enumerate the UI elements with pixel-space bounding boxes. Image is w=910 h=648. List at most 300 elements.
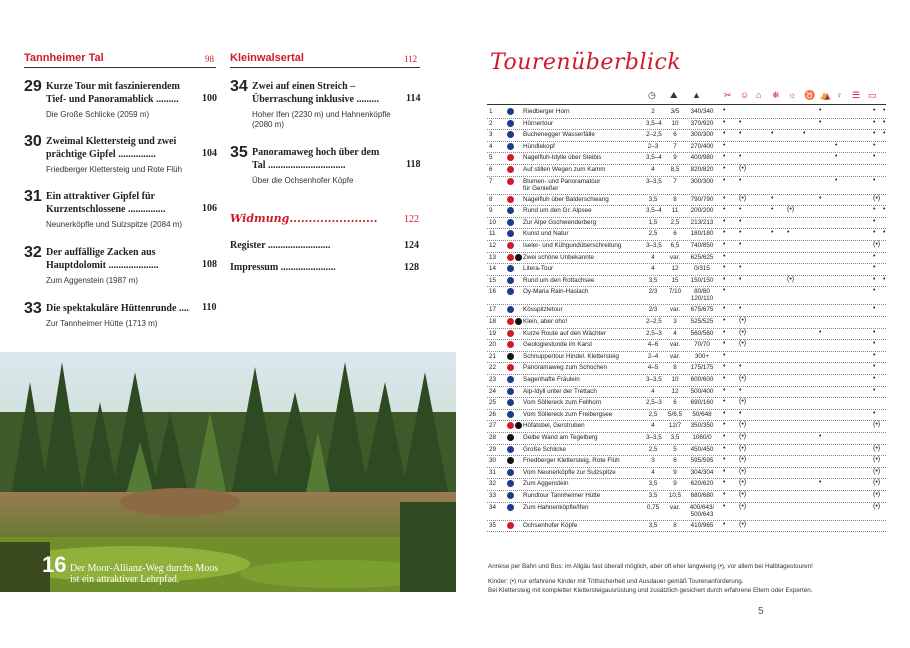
distance: 10 <box>671 376 679 383</box>
toc-number: 32 <box>24 244 42 261</box>
difficulty-dot <box>507 480 514 487</box>
tour-number: 15 <box>489 276 497 284</box>
difficulty-dot <box>507 131 514 138</box>
tour-number: 12 <box>489 242 497 249</box>
feature-mark: • <box>723 409 726 417</box>
difficulty-dot <box>507 108 514 115</box>
elevation: 300+ <box>694 352 710 360</box>
difficulty-dot <box>507 219 514 226</box>
toc-number: 34 <box>230 78 248 95</box>
tour-number: 11 <box>489 230 496 238</box>
cow-icon: ♉ <box>804 90 816 100</box>
difficulty-dot <box>507 265 514 272</box>
distance: var. <box>669 352 681 360</box>
feature-mark: • <box>723 264 726 272</box>
elevation: 70/70 <box>694 341 710 349</box>
distance: var. <box>669 253 681 261</box>
tour-name: Blumen- und Panoramatour für Genießer <box>523 177 601 192</box>
elevation: 740/850 <box>690 242 714 249</box>
tour-number: 33 <box>489 492 497 499</box>
distance: 9 <box>673 468 677 476</box>
feature-mark: • <box>723 194 726 202</box>
feature-mark: • <box>739 118 742 126</box>
distance: 3/5 <box>670 108 680 115</box>
tour-name: Rundtour Tannheimer Hütte <box>523 492 601 499</box>
elevation: 370/920 <box>690 119 714 127</box>
elevation: 525/525 <box>690 318 714 325</box>
tour-name: Klein, aber oho! <box>523 318 568 325</box>
distance: 5 <box>673 445 677 453</box>
elevation: 625/625 <box>690 253 714 261</box>
distance: 6 <box>673 457 677 465</box>
elevation: 400/980 <box>690 154 714 162</box>
distance: 10,5 <box>668 492 682 499</box>
duration: 2 <box>651 108 655 115</box>
difficulty-dot <box>507 330 514 337</box>
feature-mark: • <box>873 264 876 272</box>
tour-number: 2 <box>489 119 493 127</box>
difficulty-dot <box>507 388 514 395</box>
distance: var. <box>669 341 681 349</box>
tour-name: Vom Söllereck zum Fellhorn <box>523 399 602 407</box>
elevation: 450/450 <box>690 445 714 453</box>
feature-mark: • <box>723 153 726 161</box>
feature-mark: • <box>803 130 806 138</box>
duration: 2,5–3 <box>646 329 662 337</box>
duration: 2,5–3 <box>646 399 662 407</box>
elevation: 690/160 <box>690 399 714 407</box>
elevation: 790/790 <box>690 195 714 203</box>
tour-name: Nagelfluh-Idylle über Steibis <box>523 154 602 162</box>
difficulty-dot <box>507 399 514 406</box>
distance: 6 <box>673 230 677 238</box>
difficulty-dot <box>507 492 514 499</box>
feature-mark: (•) <box>873 479 881 487</box>
feature-mark: • <box>873 386 876 394</box>
table-header-rule <box>487 104 886 105</box>
feature-mark: • <box>835 176 838 184</box>
tour-number: 25 <box>489 399 497 407</box>
tour-number: 28 <box>489 434 497 441</box>
feature-mark: (•) <box>873 194 881 202</box>
feature-mark: • <box>835 153 838 161</box>
feature-mark: • <box>873 118 876 126</box>
feature-mark: • <box>873 409 876 417</box>
duration: 2–2,5 <box>646 318 662 325</box>
register-page: 124 <box>404 240 419 251</box>
distance: 2,5 <box>670 218 680 226</box>
toc-title: Zwei auf einen Streich – Überraschung inklusive ......... <box>252 81 379 105</box>
tour-number: 35 <box>489 521 497 529</box>
feature-mark: (•) <box>873 502 881 510</box>
elevation: 620/620 <box>690 480 714 488</box>
widmung-label[interactable]: Widmung....................... <box>230 212 378 225</box>
tour-number: 5 <box>489 154 493 162</box>
tour-name: Alp-Idyll unter der Trettach <box>523 387 597 395</box>
duration: 3,5 <box>648 492 658 499</box>
tour-number: 27 <box>489 422 497 430</box>
feature-mark: • <box>873 141 876 149</box>
feature-mark: • <box>723 421 726 429</box>
elevation: 350/350 <box>690 422 714 430</box>
caption-number: 16 <box>42 552 67 577</box>
tour-number: 13 <box>489 253 497 261</box>
table-row[interactable] <box>487 520 886 533</box>
elevation: 600/600 <box>690 376 714 383</box>
feature-mark: • <box>723 130 726 138</box>
duration: 1,5 <box>648 218 658 226</box>
toc-number: 35 <box>230 144 248 161</box>
feature-mark: (•) <box>739 444 747 452</box>
distance: 4 <box>673 329 677 337</box>
feature-mark: • <box>873 107 876 114</box>
duration: 4 <box>651 166 655 173</box>
elevation: 270/400 <box>690 142 714 150</box>
feature-mark: • <box>835 141 838 149</box>
feature-mark: • <box>723 118 726 126</box>
feature-mark: • <box>723 433 726 440</box>
feature-mark: (•) <box>873 421 881 429</box>
elevation: 304/304 <box>690 468 714 476</box>
tour-name: Panoramaweg zum Schochen <box>523 364 608 372</box>
tour-name: Zum Aggenstein <box>523 480 569 488</box>
difficulty-dot <box>507 469 514 476</box>
feature-mark: (•) <box>873 467 881 475</box>
toc-page: 100 <box>202 93 217 104</box>
feature-mark: • <box>873 206 876 214</box>
feature-mark: • <box>787 229 790 237</box>
toc-title: Die spektakuläre Hüttenrunde .... <box>46 303 189 314</box>
elevation: 1060/0 <box>692 434 712 441</box>
duration: 3,5–4 <box>646 207 662 215</box>
feature-mark: • <box>883 118 886 126</box>
tour-number: 7 <box>489 177 493 185</box>
toc-title: Der auffällige Zacken aus Hauptdolomit .................... <box>46 247 159 271</box>
tour-number: 29 <box>489 445 497 453</box>
feature-mark: • <box>723 176 726 184</box>
train-icon: ☰ <box>852 90 861 100</box>
feature-mark: • <box>819 194 822 202</box>
difficulty-dot <box>507 341 514 348</box>
elevation: 0/315 <box>694 265 710 273</box>
feature-mark: • <box>819 433 822 440</box>
difficulty-dot <box>507 178 514 185</box>
tour-number: 34 <box>489 503 497 511</box>
duration: 3,5 <box>648 195 658 203</box>
duration: 2–3 <box>647 142 659 150</box>
duration: 4–5 <box>647 364 659 372</box>
distance: var. <box>669 306 681 314</box>
toc-number: 31 <box>24 188 42 205</box>
elevation: 820/820 <box>690 166 714 173</box>
duration: 3,5 <box>648 480 658 488</box>
table-row[interactable] <box>487 176 886 195</box>
feature-mark: • <box>873 130 876 138</box>
bus-icon: ▭ <box>868 90 877 100</box>
difficulty-dot <box>515 254 522 261</box>
feature-mark: • <box>873 153 876 161</box>
tour-name: Litera-Tour <box>523 265 554 273</box>
feature-mark: (•) <box>739 491 747 498</box>
tour-name: Kurze Route auf den Wächter <box>523 329 606 337</box>
feature-mark: (•) <box>873 491 881 498</box>
feature-mark: • <box>723 375 726 382</box>
feature-mark: • <box>723 479 726 487</box>
duration: 3,5 <box>648 276 658 284</box>
toc-page: 108 <box>202 259 217 270</box>
distance: 6 <box>673 131 677 139</box>
feature-mark: (•) <box>739 398 747 406</box>
distance: 5/6,5 <box>667 410 682 418</box>
feature-mark: • <box>723 229 726 237</box>
register-label[interactable]: Register ......................... <box>230 240 331 251</box>
feature-mark: • <box>723 141 726 149</box>
feature-mark: • <box>771 194 774 202</box>
tour-name: Auf stillen Wegen zum Kamm <box>523 166 606 173</box>
feature-mark: • <box>739 363 742 371</box>
tour-number: 23 <box>489 376 497 383</box>
feature-mark: (•) <box>739 165 747 172</box>
feature-mark: • <box>819 479 822 487</box>
distance: 8 <box>673 195 677 203</box>
person-icon: ♀ <box>836 90 843 100</box>
distance: 15 <box>671 276 679 284</box>
feature-mark: • <box>771 130 774 138</box>
feature-mark: • <box>723 444 726 452</box>
distance: 12/7 <box>668 422 682 430</box>
feature-mark: • <box>723 275 726 283</box>
feature-mark: (•) <box>739 421 747 429</box>
distance: 7 <box>673 142 677 150</box>
tour-name: Höfatsbel, Gerstruben <box>523 422 585 430</box>
distance: 12 <box>671 265 679 273</box>
page-number: 5 <box>758 606 764 617</box>
tour-number: 19 <box>489 329 497 337</box>
toc-title: Kurze Tour mit faszinierendem Tief- und Panoramablick ......... <box>46 81 180 105</box>
difficulty-dot <box>507 411 514 418</box>
difficulty-dot <box>507 196 514 203</box>
tour-name: Zur Alpe Gschwenderberg <box>523 218 597 226</box>
elevation: 200/200 <box>690 207 714 215</box>
tour-number: 30 <box>489 457 497 465</box>
difficulty-dot <box>515 318 522 325</box>
section-page-tannheimer: 98 <box>205 54 214 64</box>
feature-mark: • <box>723 305 726 313</box>
tour-name: Zum Hahnenköpfle/Ifen <box>523 503 589 511</box>
toc-page: 118 <box>406 159 421 170</box>
duration: 3,5 <box>648 521 658 529</box>
feature-mark: • <box>739 229 742 237</box>
feature-mark: • <box>723 398 726 406</box>
elevation: 300/300 <box>690 131 714 139</box>
feature-mark: • <box>739 241 742 248</box>
elevation: 50/648 <box>692 410 712 418</box>
tour-name: Rund um den Gr. Alpsee <box>523 207 592 215</box>
feature-mark: • <box>723 317 726 324</box>
feature-mark: • <box>873 275 876 283</box>
tour-name: Oy-Mariа Rain-Haslach <box>523 288 589 296</box>
tour-name: Iseler- und Kühgundüberschreitung <box>523 242 622 249</box>
tour-number: 4 <box>489 142 493 150</box>
duration: 2/3 <box>648 306 658 314</box>
feature-mark: (•) <box>739 194 747 202</box>
toc-subtitle: Die Große Schlicke (2059 m) <box>46 110 150 119</box>
feature-mark: (•) <box>873 456 881 464</box>
distance: 8 <box>673 364 677 372</box>
difficulty-dot <box>507 457 514 464</box>
feature-mark: (•) <box>739 317 747 324</box>
feature-mark: • <box>723 340 726 348</box>
toc-title: Ein attraktiver Gipfel für Kurzentschlossene ............... <box>46 191 166 215</box>
tour-number: 18 <box>489 318 497 325</box>
museum-icon: ⌂ <box>756 90 762 100</box>
feature-mark: (•) <box>787 206 795 214</box>
distance: 12 <box>671 387 679 395</box>
footnote: Bei Klettersteig mit kompletter Klettersteigausrüstung und zusätzlich gesichert durch erfahrene Eltern oder Experten. <box>488 587 813 594</box>
feature-mark: • <box>739 153 742 161</box>
feature-mark: • <box>771 206 774 214</box>
section-rule <box>24 67 216 68</box>
difficulty-dot <box>507 277 514 284</box>
difficulty-dot <box>507 446 514 453</box>
hut-icon: ⛺ <box>820 90 832 100</box>
feature-mark: • <box>739 176 742 184</box>
tour-number: 20 <box>489 341 497 349</box>
tour-name: Hörnertour <box>523 119 554 127</box>
section-rule <box>230 67 420 68</box>
tour-name: Vom Söllereck zum Freibergsee <box>523 410 613 418</box>
toc-page: 114 <box>406 93 421 104</box>
duration: 3–3,5 <box>646 434 662 441</box>
feature-mark: • <box>873 340 876 348</box>
duration: 3,5–4 <box>646 154 662 162</box>
forest-moor-image <box>0 352 456 592</box>
difficulty-dot <box>507 318 514 325</box>
toc-page: 110 <box>202 302 217 313</box>
feature-mark: • <box>723 206 726 214</box>
moor-photo <box>0 352 456 592</box>
duration: 2–4 <box>647 352 659 360</box>
distance: 9 <box>673 480 677 488</box>
tour-number: 32 <box>489 480 497 488</box>
tour-number: 3 <box>489 131 493 139</box>
distance: 11 <box>671 207 679 215</box>
tour-number: 9 <box>489 207 493 215</box>
feature-mark: • <box>873 176 876 184</box>
feature-mark: • <box>873 229 876 237</box>
feature-mark: • <box>723 456 726 464</box>
difficulty-dot <box>507 230 514 237</box>
footnote: Anreise per Bahn und Bus: im Allgäu fast überall möglich, aber oft eher langwierig (•), vor allem bei Halbtagestouren! <box>488 563 813 570</box>
tour-number: 24 <box>489 387 497 395</box>
difficulty-dot <box>507 120 514 127</box>
duration: 4 <box>651 253 655 261</box>
duration: 2–2,5 <box>646 131 662 139</box>
elevation: 150/150 <box>690 276 714 284</box>
feature-mark: (•) <box>739 433 747 440</box>
distance: 6,5 <box>670 242 680 249</box>
elevation: 500/400 <box>690 387 714 395</box>
feature-mark: • <box>883 107 886 114</box>
feature-mark: • <box>723 491 726 498</box>
tools-icon: ✂ <box>724 90 732 100</box>
elevation: 410/965 <box>690 521 714 529</box>
difficulty-dot <box>507 143 514 150</box>
toc-subtitle: Hoher Ifen (2230 m) und Hahnenköpfle (2080 m) <box>252 110 391 129</box>
feature-mark: • <box>739 217 742 225</box>
feature-mark: • <box>883 206 886 214</box>
tour-name: Buchenegger Wasserfälle <box>523 131 595 139</box>
feature-mark: • <box>739 409 742 417</box>
difficulty-dot <box>507 434 514 441</box>
feature-mark: (•) <box>739 479 747 487</box>
difficulty-dot <box>507 353 514 360</box>
feature-mark: • <box>771 229 774 237</box>
elevation: 340/340 <box>690 108 714 115</box>
toc-number: 30 <box>24 133 42 150</box>
tour-number: 6 <box>489 166 493 173</box>
tour-number: 22 <box>489 364 497 372</box>
tour-number: 16 <box>489 288 497 296</box>
toc-page: 104 <box>202 148 217 159</box>
feature-mark: • <box>739 206 742 214</box>
feature-mark: • <box>819 328 822 336</box>
feature-mark: (•) <box>739 375 747 382</box>
smile-icon: ☺ <box>740 90 750 100</box>
elevation: 560/560 <box>690 329 714 337</box>
feature-mark: • <box>739 305 742 313</box>
distance: var. <box>669 503 681 511</box>
tour-number: 21 <box>489 352 497 360</box>
table-row[interactable] <box>487 286 886 305</box>
duration: 3 <box>651 457 655 465</box>
elevation: 213/213 <box>690 218 714 226</box>
table-row[interactable] <box>487 502 886 521</box>
distance: 3 <box>673 318 677 325</box>
tour-name: Vom Neunerköpfle zur Sulzspitze <box>523 468 616 476</box>
difficulty-dot <box>507 504 514 511</box>
duration: 4 <box>651 265 655 273</box>
duration: 3–3,5 <box>646 242 662 249</box>
feature-mark: (•) <box>787 275 795 283</box>
distance: 9 <box>673 154 677 162</box>
tour-name: Kunst und Natur <box>523 230 569 238</box>
difficulty-dot <box>507 207 514 214</box>
feature-mark: • <box>723 386 726 394</box>
tour-name: Gelbe Wand am Tegelberg <box>523 434 598 441</box>
difficulty-dot <box>507 242 514 249</box>
sun-icon: ☼ <box>788 90 797 100</box>
section-page-kleinwalsertal: 112 <box>404 54 418 64</box>
feature-mark: • <box>873 252 876 260</box>
clock-icon: ◷ <box>648 90 656 100</box>
elevation: 300/300 <box>690 177 714 185</box>
feature-mark: • <box>723 363 726 371</box>
impressum-label[interactable]: Impressum ...................... <box>230 262 336 273</box>
distance: 8,5 <box>670 166 680 173</box>
feature-mark: (•) <box>873 241 881 248</box>
duration: 3–3,5 <box>646 177 662 185</box>
difficulty-dot <box>515 422 522 429</box>
tour-number: 8 <box>489 195 493 203</box>
duration: 2,5 <box>648 230 658 238</box>
difficulty-dot <box>507 422 514 429</box>
difficulty-dot <box>507 364 514 371</box>
tour-number: 1 <box>489 108 493 115</box>
feature-mark: • <box>723 502 726 510</box>
feature-mark: • <box>723 467 726 475</box>
feature-mark: • <box>723 287 726 295</box>
